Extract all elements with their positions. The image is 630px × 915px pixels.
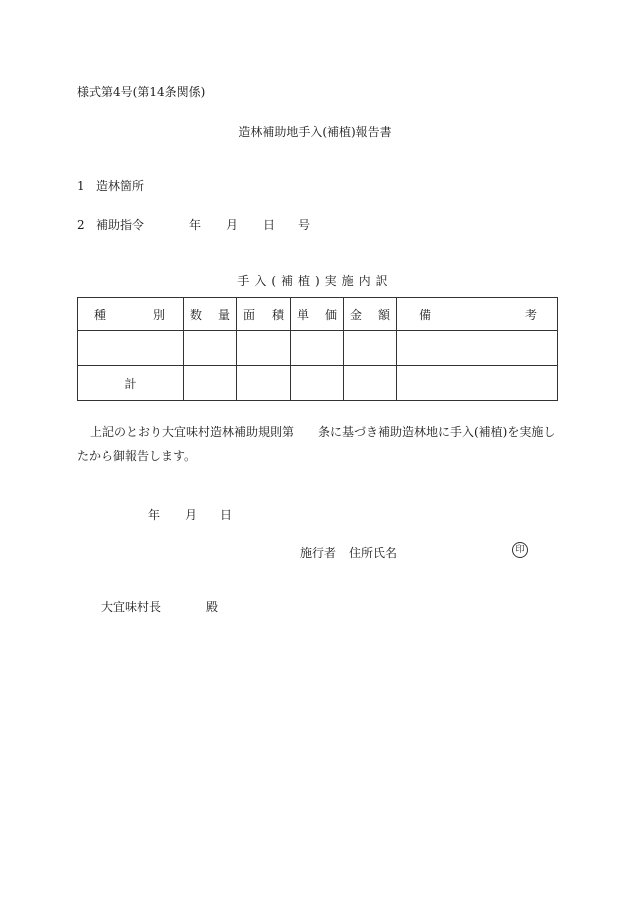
header-type: 種 別 (78, 298, 184, 331)
addressee-honorific: 殿 (206, 600, 219, 614)
executor-label: 施行者 (300, 546, 337, 560)
table-header-row (78, 298, 558, 331)
table-cell[interactable] (397, 331, 558, 366)
header-quantity: 数 量 (184, 298, 237, 331)
header-amount: 金 額 (344, 298, 397, 331)
header-remarks: 備 考 (397, 298, 558, 331)
document-title: 造林補助地手入(補植)報告書 (238, 125, 392, 139)
table-cell[interactable] (237, 366, 291, 401)
item-number-2: 2 (77, 218, 85, 232)
item-label-planting-site: 造林箇所 (96, 179, 145, 193)
item-number-1: 1 (77, 179, 85, 193)
directive-year-label: 年 (189, 218, 202, 232)
date-day-label: 日 (220, 508, 233, 522)
header-unit-price: 単 価 (291, 298, 344, 331)
table-cell[interactable] (397, 366, 558, 401)
table-cell[interactable] (237, 331, 291, 366)
table-row (78, 331, 558, 366)
table-cell[interactable] (291, 366, 344, 401)
directive-day-label: 日 (263, 218, 276, 232)
directive-month-label: 月 (226, 218, 239, 232)
header-area: 面 積 (237, 298, 291, 331)
date-year-label: 年 (148, 508, 161, 522)
table-cell[interactable] (344, 331, 397, 366)
addressee-village-head: 大宜味村長 (101, 600, 162, 614)
item-label-subsidy-directive: 補助指令 (96, 218, 145, 232)
table-cell[interactable] (344, 366, 397, 401)
body-text-line-1: 上記のとおり大宜味村造林補助規則第 条に基づき補助造林地に手入(補植)を実施し (90, 425, 556, 439)
table-title: 手入(補植)実施内訳 (237, 274, 393, 288)
date-month-label: 月 (185, 508, 198, 522)
executor-address-name-label: 住所氏名 (349, 546, 398, 560)
table-cell[interactable] (184, 366, 237, 401)
table-cell[interactable] (78, 331, 184, 366)
body-text-line-2: たから御報告します。 (77, 449, 197, 463)
table-total-row (78, 366, 558, 401)
breakdown-table (77, 297, 558, 401)
table-cell[interactable] (184, 331, 237, 366)
directive-number-label: 号 (298, 218, 311, 232)
form-number: 様式第4号(第14条関係) (77, 85, 206, 99)
total-label: 計 (78, 366, 184, 401)
seal-mark: 印 (512, 542, 528, 558)
table-cell[interactable] (291, 331, 344, 366)
